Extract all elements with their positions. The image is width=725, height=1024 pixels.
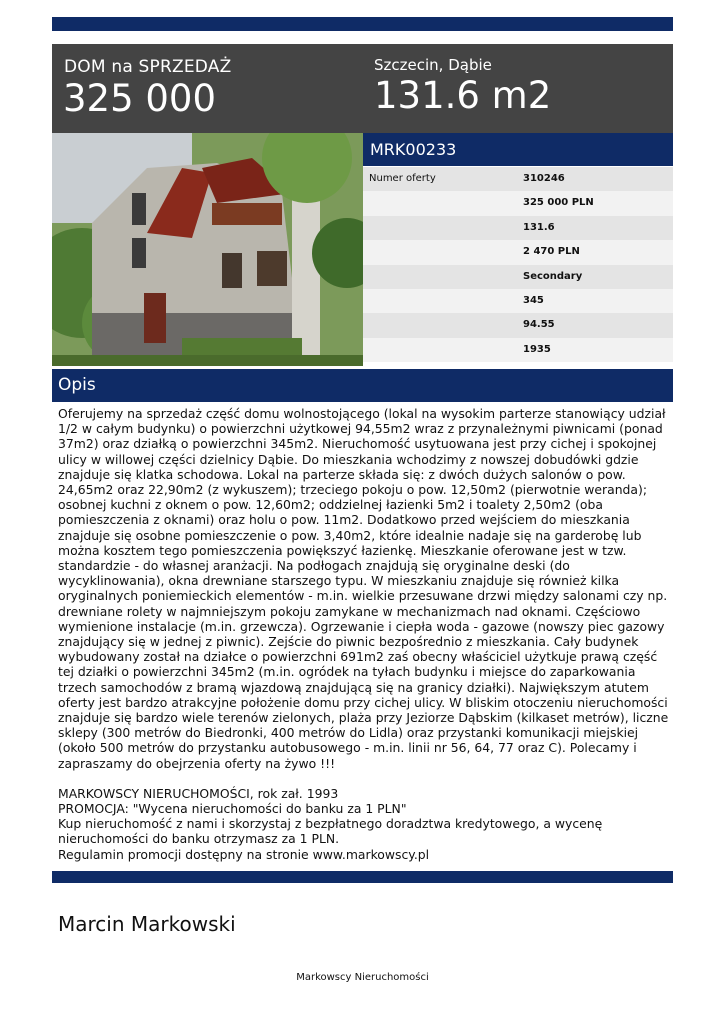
detail-value: 345 bbox=[523, 294, 544, 306]
description-section bbox=[58, 406, 670, 862]
bottom-accent-bar bbox=[52, 871, 673, 883]
description-heading-bar bbox=[52, 369, 673, 402]
detail-value: 131.6 bbox=[523, 221, 555, 233]
detail-value: 1935 bbox=[523, 343, 551, 355]
location: Szczecin, Dąbie bbox=[374, 56, 492, 74]
detail-value: 94.55 bbox=[523, 319, 555, 331]
property-photo bbox=[52, 133, 363, 366]
detail-row bbox=[363, 313, 673, 337]
offer-details-table bbox=[363, 167, 673, 362]
description-heading: Opis bbox=[58, 375, 96, 395]
detail-value: Secondary bbox=[523, 270, 583, 282]
listing-header bbox=[52, 44, 673, 133]
detail-row bbox=[363, 289, 673, 313]
agent-name: Marcin Markowski bbox=[58, 912, 236, 936]
detail-value: 2 470 PLN bbox=[523, 246, 580, 258]
footer-company: Markowscy Nieruchomości bbox=[296, 972, 429, 983]
price: 325 000 bbox=[63, 77, 217, 120]
offer-id-bar bbox=[363, 133, 673, 166]
promo-line: nieruchomości do banku otrzymasz za 1 PLN. bbox=[58, 831, 340, 847]
property-type-label: DOM na SPRZEDAŻ bbox=[64, 57, 232, 77]
promo-line: MARKOWSCY NIERUCHOMOŚCI, rok zał. 1993 bbox=[58, 785, 339, 801]
detail-row bbox=[363, 265, 673, 289]
promo-line: Regulamin promocji dostępny na stronie www.markowscy.pl bbox=[58, 846, 430, 862]
promo-line: PROMOCJA: "Wycena nieruchomości do banku za 1 PLN" bbox=[58, 801, 407, 817]
offer-id: MRK00233 bbox=[370, 140, 457, 159]
detail-label: Numer oferty bbox=[369, 173, 436, 184]
top-accent-bar bbox=[52, 17, 673, 31]
detail-value: 310246 bbox=[523, 173, 565, 184]
detail-row bbox=[363, 191, 673, 215]
detail-row bbox=[363, 167, 673, 191]
area: 131.6 m2 bbox=[374, 74, 552, 117]
detail-value: 325 000 PLN bbox=[523, 197, 594, 209]
promo-line: Kup nieruchomość z nami i skorzystaj z bezpłatnego doradztwa kredytowego, a wycenę bbox=[58, 816, 603, 832]
detail-row bbox=[363, 216, 673, 240]
detail-row bbox=[363, 240, 673, 264]
description-body: Oferujemy na sprzedaż część domu wolnostojącego (lokal na wysokim parterze stanowiący udział 1/2 w całym budynku) o powierzchni użytkowej 94,55m2 wraz z przynależnymi piwnicami (ponad 37m2) oraz działką o powierzchni 345m2. Nieruchomość usytuowana jest przy cichej i spokojnej ulicy w willowej części dzielnicy Dąbie. Do mieszkania wchodzimy z nowszej dobudówki gdzie znajduje się klatka schodowa. Lokal na parterze składa się: z dwóch dużych salonów o pow. 24,65m2 oraz 22,90m2 (z wykuszem); trzeciego pokoju o pow. 12,50m2 (pierwotnie weranda); osobnej kuchni z oknem o pow. 12,60m2; oddzielnej łazienki 5m2 i toalety 2,50m2 (oba pomieszczenia z oknami) oraz holu o pow. 11m2. Dodatkowo przed wejściem do mieszkania znajduje się osobne pomieszczenie o pow. 3,40m2, które idealnie nadaje się na garderobę lub można kosztem tego pomieszczenia powiększyć łazienkę. Mieszkanie oferowane jest w tzw. standardzie - do własnej aranżacji. Na podłogach znajdują się oryginalne deski (do wycyklinowania), okna drewniane starszego typu. W mieszkaniu znajduje się również kilka oryginalnych poniemieckich elementów - m.in. wielkie przesuwane drzwi między salonami czy np. drewniane rolety w najmniejszym pokoju zamykane w mechanizmach nad oknami. Częściowo wymienione instalacje (m.in. grzewcza). Ogrzewanie i ciepła woda - gazowe (nowszy piec gazowy znajdujący się w jednej z piwnic). Zejście do piwnic bezpośrednio z mieszkania. Cały budynek wybudowany został na działce o powierzchni 691m2 zaś obecny właściciel użytkuje prawą część tej działki o powierzchni 345m2 (m.in. ogródek na tyłach budynku i miejsce do zaparkowania trzech samochodów z bramą wjazdową znajdującą się na granicy działki). Największym atutem oferty jest bardzo atrakcyjne położenie domu przy cichej ulicy. W bliskim otoczeniu nieruchomości znajduje się bardzo wiele terenów zielonych, plaża przy Jeziorze Dąbskim (kilkaset metrów), liczne sklepy (300 metrów do Biedronki, 400 metrów do Lidla) oraz przystanki komunikacji miejskiej (około 500 metrów do przystanku autobusowego - m.in. linii nr 56, 64, 77 oraz C). Polecamy i zapraszamy do obejrzenia oferty na żywo !!! bbox=[58, 406, 669, 771]
detail-row bbox=[363, 338, 673, 362]
